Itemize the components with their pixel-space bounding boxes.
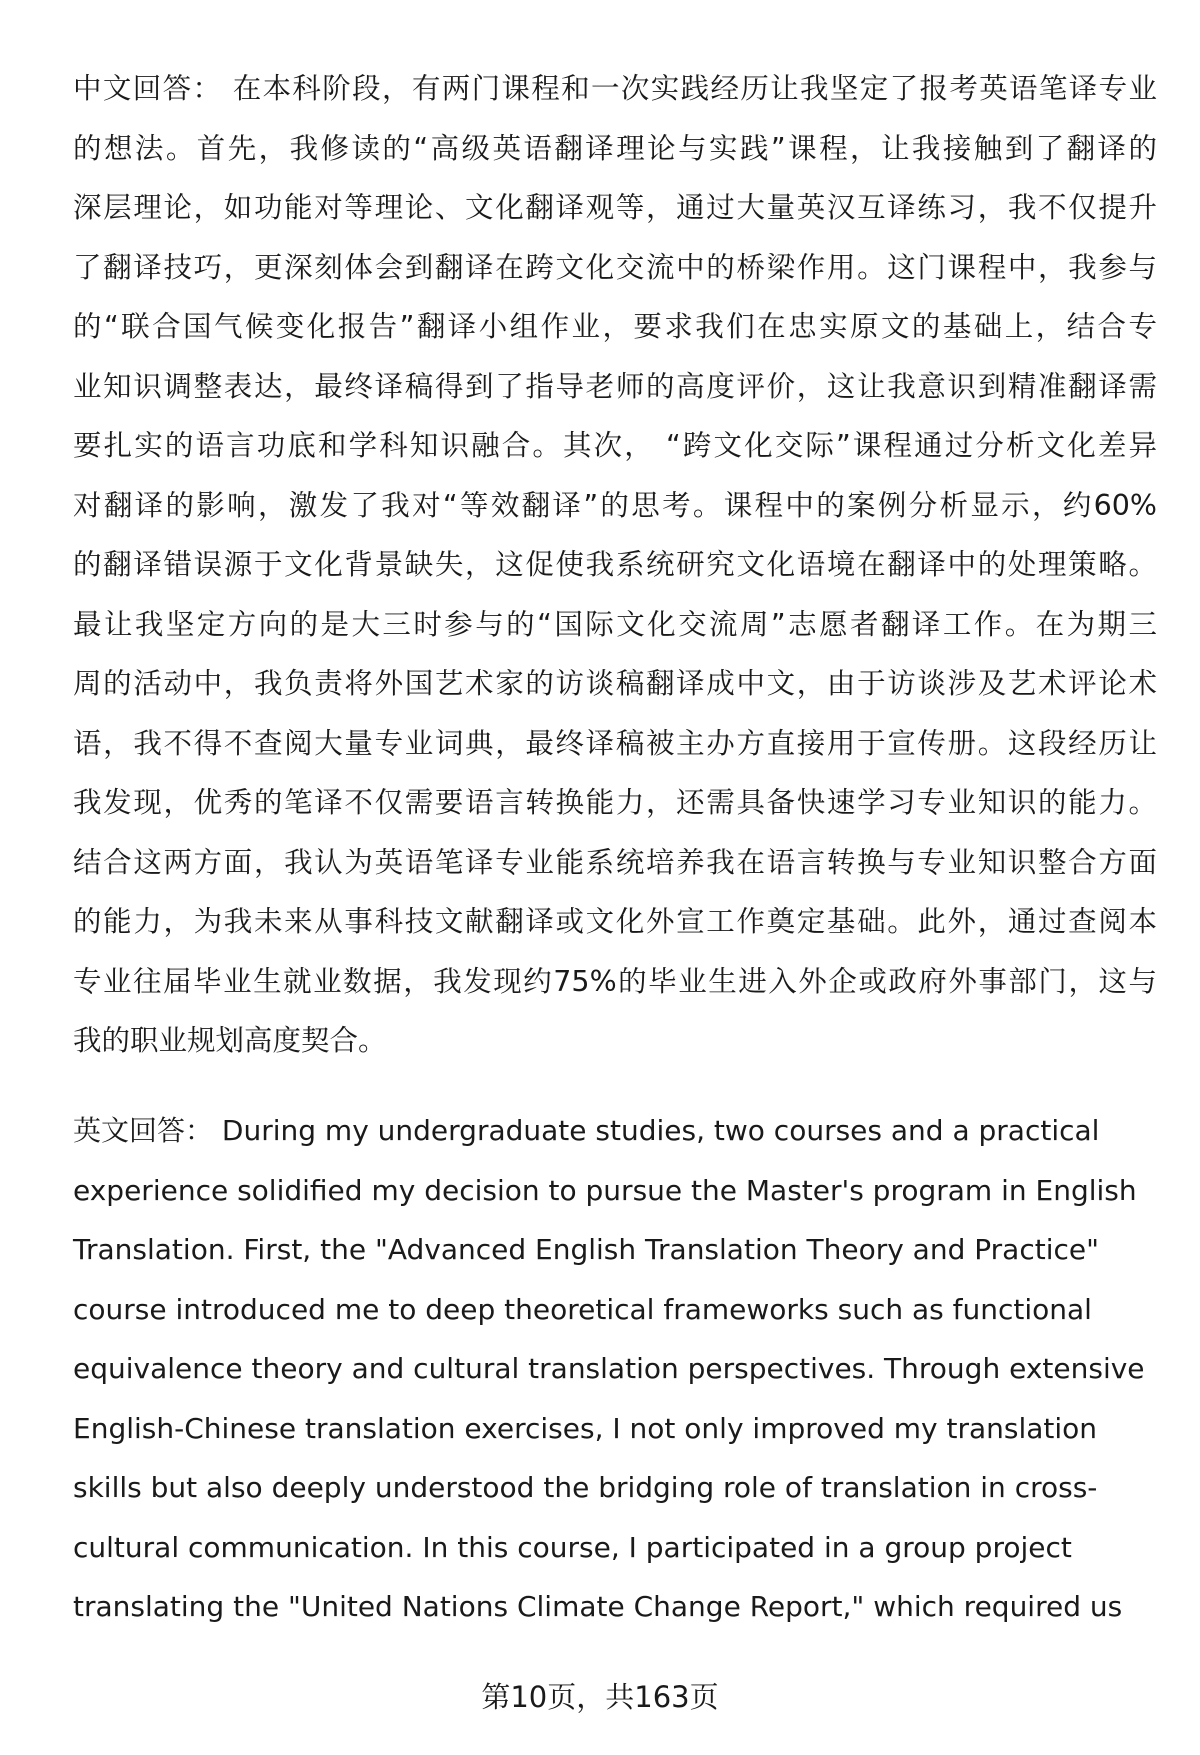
text-line: 深层理论，如功能对等理论、文化翻译观等，通过大量英汉互译练习，我不仅提升	[73, 191, 1157, 224]
text-line: course introduced me to deep theoretical frameworks such as functional	[73, 1292, 1092, 1326]
chinese-answer-paragraph	[73, 59, 1157, 1071]
text-line: 的翻译错误源于文化背景缺失，这促使我系统研究文化语境在翻译中的处理策略。	[73, 548, 1157, 581]
text-line: 周的活动中，我负责将外国艺术家的访谈稿翻译成中文，由于访谈涉及艺术评论术	[73, 667, 1157, 700]
text-line: 我的职业规划高度契合。	[73, 1024, 387, 1057]
text-line: Translation. First, the "Advanced English Translation Theory and Practice"	[73, 1233, 1099, 1266]
text-line: 业知识调整表达，最终译稿得到了指导老师的高度评价，这让我意识到精准翻译需	[73, 369, 1157, 403]
text-line: equivalence theory and cultural translation perspectives. Through extensive	[73, 1352, 1145, 1385]
text-line: English-Chinese translation exercises, I not only improved my translation	[73, 1411, 1098, 1445]
text-line: 英文回答： During my undergraduate studies, two courses and a practical	[73, 1114, 1100, 1147]
text-line: 专业往届毕业生就业数据，我发现约75%的毕业生进入外企或政府外事部门，这与	[73, 964, 1157, 998]
text-line: 对翻译的影响，激发了我对“等效翻译”的思考。课程中的案例分析显示，约60%	[73, 488, 1157, 522]
text-line: 的“联合国气候变化报告”翻译小组作业，要求我们在忠实原文的基础上，结合专	[73, 310, 1157, 343]
text-line: translating the "United Nations Climate Change Report," which required us	[73, 1590, 1123, 1623]
text-line: 中文回答： 在本科阶段，有两门课程和一次实践经历让我坚定了报考英语笔译专业	[73, 72, 1157, 105]
text-line: 我发现，优秀的笔译不仅需要语言转换能力，还需具备快速学习专业知识的能力。	[73, 786, 1157, 819]
text-line: 结合这两方面，我认为英语笔译专业能系统培养我在语言转换与专业知识整合方面	[73, 845, 1157, 879]
text-line: experience solidified my decision to pursue the Master's program in English	[73, 1173, 1137, 1207]
english-answer-paragraph	[73, 1101, 1157, 1637]
text-line: 的想法。首先，我修读的“高级英语翻译理论与实践”课程，让我接触到了翻译的	[73, 131, 1157, 165]
text-line: cultural communication. In this course, I participated in a group project	[73, 1530, 1072, 1564]
text-line: 的能力，为我未来从事科技文献翻译或文化外宣工作奠定基础。此外，通过查阅本	[73, 905, 1157, 938]
text-line: 最让我坚定方向的是大三时参与的“国际文化交流周”志愿者翻译工作。在为期三	[73, 607, 1157, 641]
text-line: 要扎实的语言功底和学科知识融合。其次， “跨文化交际”课程通过分析文化差异	[73, 429, 1157, 462]
page-number: 第10页，共163页	[481, 1680, 719, 1714]
text-line: skills but also deeply understood the bridging role of translation in cross-	[73, 1471, 1098, 1504]
text-line: 语，我不得不查阅大量专业词典，最终译稿被主办方直接用于宣传册。这段经历让	[73, 726, 1157, 760]
text-line: 了翻译技巧，更深刻体会到翻译在跨文化交流中的桥梁作用。这门课程中，我参与	[73, 250, 1157, 284]
